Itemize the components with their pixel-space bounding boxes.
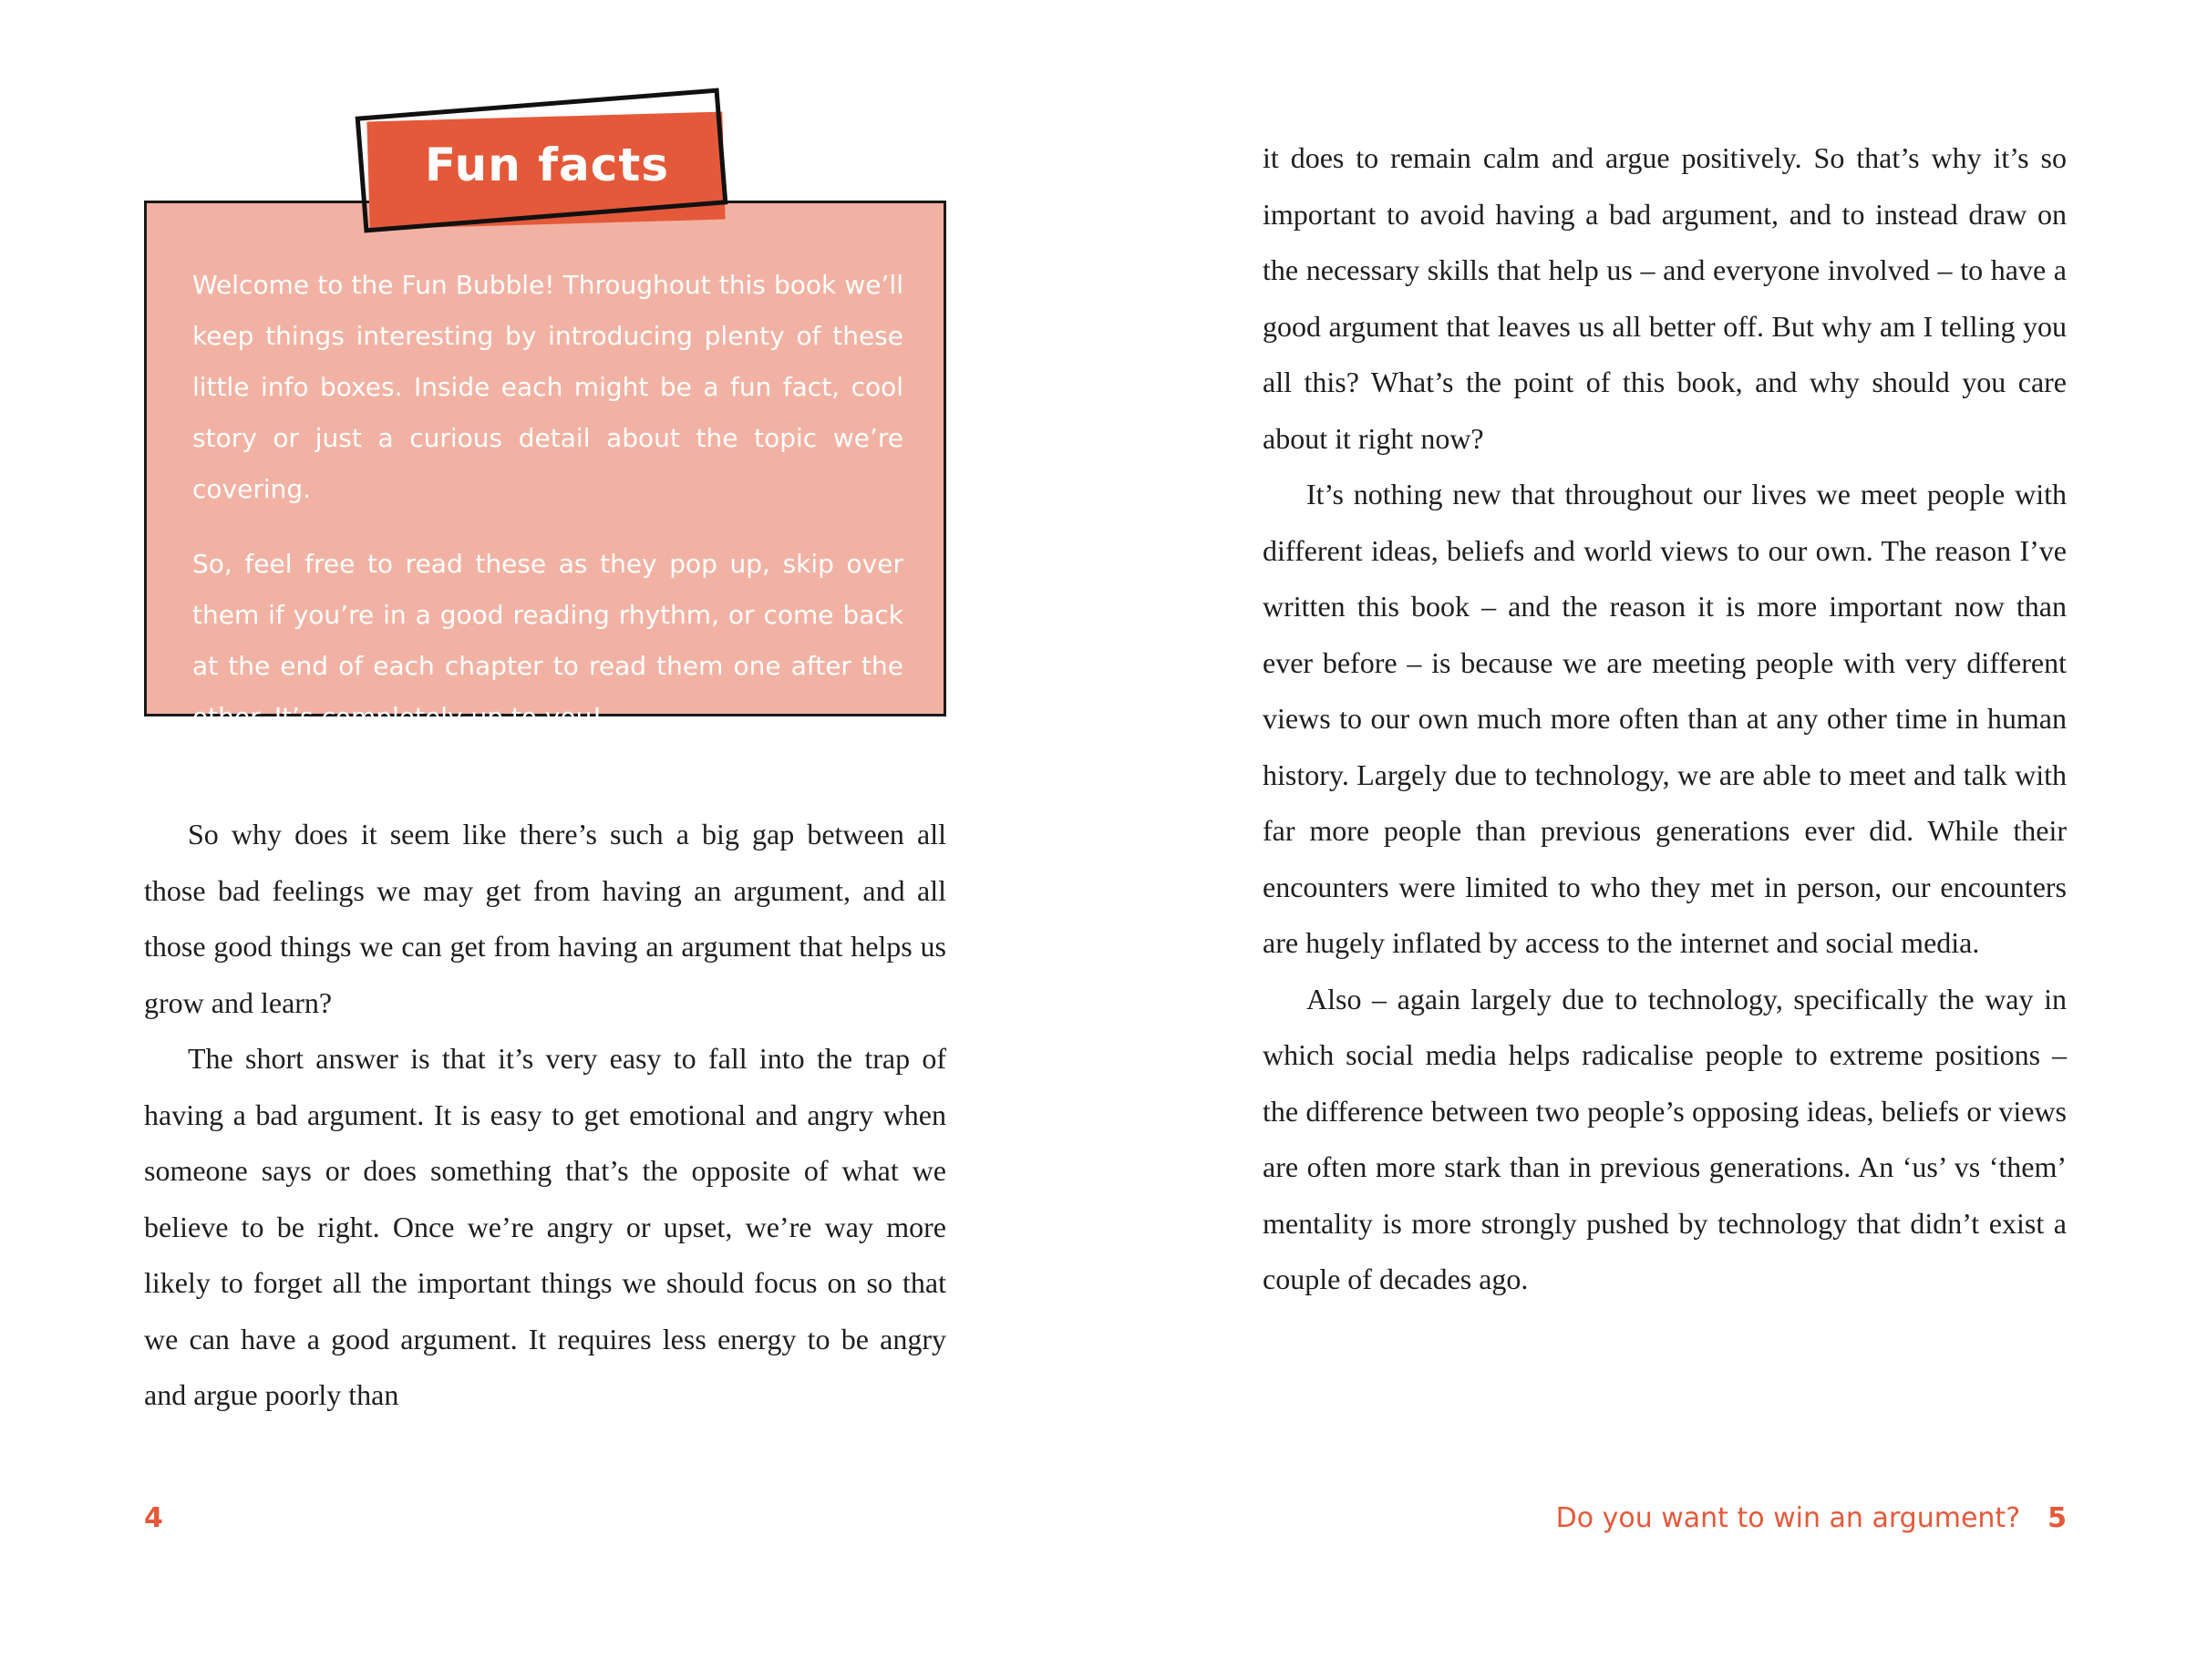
fun-facts-tag [346,82,748,255]
fun-facts-box [144,201,946,732]
page-number-right: 5 [2047,1502,2067,1534]
fun-facts-paragraph: So, feel free to read these as they pop up, skip over them if you’re in a good reading rhythm, or come back at the end of each chapter to read them one after the other. It’s completely up to you! [192,549,903,732]
left-page [0,0,1098,1680]
left-body-text [144,807,946,1424]
running-head-title: Do you want to win an argument? [1555,1502,2021,1534]
fun-facts-title: Fun facts [424,139,670,191]
running-head [1556,1502,2067,1534]
body-paragraph: So why does it seem like there’s such a big gap between all those bad feelings we may get from having an argument, and all those good things we can get from having an argument that helps us grow and learn? [144,818,946,1019]
right-page [1098,0,2197,1680]
page-number-left: 4 [144,1502,163,1534]
right-body-text [1263,130,2067,1308]
body-paragraph: it does to remain calm and argue positively. So that’s why it’s so important to avoid having a bad argument, and to instead draw on the necessary skills that help us – and everyone involved – to have a good argument that leaves us all better off. But why am I telling you all this? What’s the point of this book, and why should you care about it right now? [1263,141,2067,455]
body-paragraph: Also – again largely due to technology, specifically the way in which social media helps radicalise people to extreme positions – the difference between two people’s opposing ideas, beliefs or views are often more stark than in previous generations. An ‘us’ vs ‘them’ mentality is more strongly pushed by technology that didn’t exist a couple of decades ago. [1263,982,2067,1295]
fun-facts-text [192,260,903,767]
body-paragraph: It’s nothing new that throughout our lives we meet people with different ideas, beliefs and world views to our own. The reason I’ve written this book – and the reason it is more important now than ever before – is because we are meeting people with very different views to our own much more often than at any other time in human history. Largely due to technology, we are able to meet and talk with far more people than previous generations ever did. While their encounters were limited to who they met in person, our encounters are hugely inflated by access to the internet and social media. [1263,478,2067,959]
fun-facts-paragraph: Welcome to the Fun Bubble! Throughout this book we’ll keep things interesting by introducing plenty of these little info boxes. Inside each might be a fun fact, cool story or just a curious detail about the topic we’re covering. [192,270,903,504]
body-paragraph: The short answer is that it’s very easy to fall into the trap of having a bad argument. It is easy to get emotional and angry when someone says or does something that’s the opposite of what we believe to be right. Once we’re angry or upset, we’re way more likely to forget all the important things we should focus on so that we can have a good argument. It requires less energy to be angry and argue poorly than [144,1042,946,1411]
